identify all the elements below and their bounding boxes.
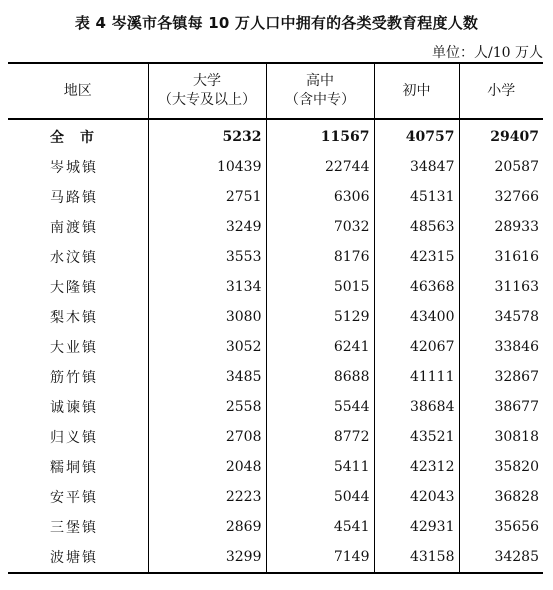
cell-junior: 43521 — [374, 422, 459, 452]
cell-primary: 20587 — [459, 152, 543, 182]
cell-college: 3052 — [148, 332, 266, 362]
cell-region: 大隆镇 — [50, 280, 98, 296]
cell-region: 南渡镇 — [50, 220, 98, 236]
header-row — [8, 63, 543, 119]
cell-junior: 42067 — [374, 332, 459, 362]
table-row — [8, 482, 543, 512]
cell-junior: 43158 — [374, 542, 459, 573]
cell-junior: 48563 — [374, 212, 459, 242]
cell-primary: 34285 — [459, 542, 543, 573]
cell-junior: 45131 — [374, 182, 459, 212]
header-junior: 初中 — [374, 63, 459, 119]
header-college-label: 大学 — [193, 73, 221, 89]
education-table — [8, 62, 543, 574]
header-senior-sub: （含中专） — [285, 92, 355, 108]
header-region: 地区 — [8, 63, 148, 119]
table-row — [8, 422, 543, 452]
cell-junior: 43400 — [374, 302, 459, 332]
cell-region: 梨木镇 — [50, 310, 98, 326]
cell-senior: 6241 — [266, 332, 374, 362]
cell-senior: 8688 — [266, 362, 374, 392]
cell-primary: 31163 — [459, 272, 543, 302]
table-title: 表 4 岑溪市各镇每 10 万人口中拥有的各类受教育程度人数 — [74, 14, 479, 32]
table-row — [8, 212, 543, 242]
table-row — [8, 542, 543, 573]
cell-senior: 11567 — [266, 119, 374, 152]
cell-senior: 5544 — [266, 392, 374, 422]
header-senior — [266, 63, 374, 119]
cell-junior: 41111 — [374, 362, 459, 392]
table-row — [8, 332, 543, 362]
table-row — [8, 182, 543, 212]
cell-junior: 40757 — [374, 119, 459, 152]
cell-college: 2708 — [148, 422, 266, 452]
cell-primary: 32766 — [459, 182, 543, 212]
cell-college: 3553 — [148, 242, 266, 272]
header-senior-label: 高中 — [306, 73, 334, 89]
cell-college: 2751 — [148, 182, 266, 212]
cell-senior: 7032 — [266, 212, 374, 242]
cell-college: 2223 — [148, 482, 266, 512]
table-row — [8, 272, 543, 302]
cell-senior: 8176 — [266, 242, 374, 272]
cell-junior: 42931 — [374, 512, 459, 542]
cell-region: 筋竹镇 — [50, 370, 98, 386]
cell-primary: 31616 — [459, 242, 543, 272]
cell-region: 诚谏镇 — [50, 400, 98, 416]
table-row — [8, 512, 543, 542]
cell-region: 水汶镇 — [50, 250, 98, 266]
cell-college: 5232 — [148, 119, 266, 152]
cell-senior: 22744 — [266, 152, 374, 182]
cell-college: 10439 — [148, 152, 266, 182]
table-row — [8, 302, 543, 332]
cell-college: 2558 — [148, 392, 266, 422]
cell-primary: 33846 — [459, 332, 543, 362]
cell-region: 三堡镇 — [50, 520, 98, 536]
cell-senior: 4541 — [266, 512, 374, 542]
cell-junior: 34847 — [374, 152, 459, 182]
cell-junior: 46368 — [374, 272, 459, 302]
cell-region: 大业镇 — [50, 340, 98, 356]
table-row — [8, 452, 543, 482]
table-row-total — [8, 119, 543, 152]
cell-senior: 6306 — [266, 182, 374, 212]
cell-college: 2048 — [148, 452, 266, 482]
cell-region: 岑城镇 — [50, 160, 98, 176]
cell-region: 全市 — [50, 130, 110, 146]
header-college-sub: （大专及以上） — [158, 92, 256, 108]
table-row — [8, 242, 543, 272]
table-row — [8, 392, 543, 422]
cell-college: 3485 — [148, 362, 266, 392]
cell-college: 3299 — [148, 542, 266, 573]
unit-label: 单位：人/10 万人 — [432, 45, 543, 61]
cell-primary: 36828 — [459, 482, 543, 512]
cell-senior: 5044 — [266, 482, 374, 512]
table-row — [8, 362, 543, 392]
cell-senior: 5015 — [266, 272, 374, 302]
cell-junior: 38684 — [374, 392, 459, 422]
cell-primary: 34578 — [459, 302, 543, 332]
cell-region: 归义镇 — [50, 430, 98, 446]
cell-junior: 42315 — [374, 242, 459, 272]
cell-primary: 29407 — [459, 119, 543, 152]
cell-primary: 30818 — [459, 422, 543, 452]
cell-college: 2869 — [148, 512, 266, 542]
cell-senior: 5129 — [266, 302, 374, 332]
cell-senior: 8772 — [266, 422, 374, 452]
cell-college: 3080 — [148, 302, 266, 332]
cell-region: 糯垌镇 — [50, 460, 98, 476]
cell-junior: 42043 — [374, 482, 459, 512]
cell-primary: 35820 — [459, 452, 543, 482]
cell-primary: 28933 — [459, 212, 543, 242]
cell-primary: 35656 — [459, 512, 543, 542]
cell-college: 3249 — [148, 212, 266, 242]
cell-senior: 5411 — [266, 452, 374, 482]
table-row — [8, 152, 543, 182]
cell-college: 3134 — [148, 272, 266, 302]
cell-region: 马路镇 — [50, 190, 98, 206]
cell-region: 波塘镇 — [8, 542, 148, 573]
cell-region: 安平镇 — [50, 490, 98, 506]
cell-senior: 7149 — [266, 542, 374, 573]
cell-junior: 42312 — [374, 452, 459, 482]
header-college — [148, 63, 266, 119]
cell-primary: 38677 — [459, 392, 543, 422]
cell-primary: 32867 — [459, 362, 543, 392]
header-primary: 小学 — [459, 63, 543, 119]
